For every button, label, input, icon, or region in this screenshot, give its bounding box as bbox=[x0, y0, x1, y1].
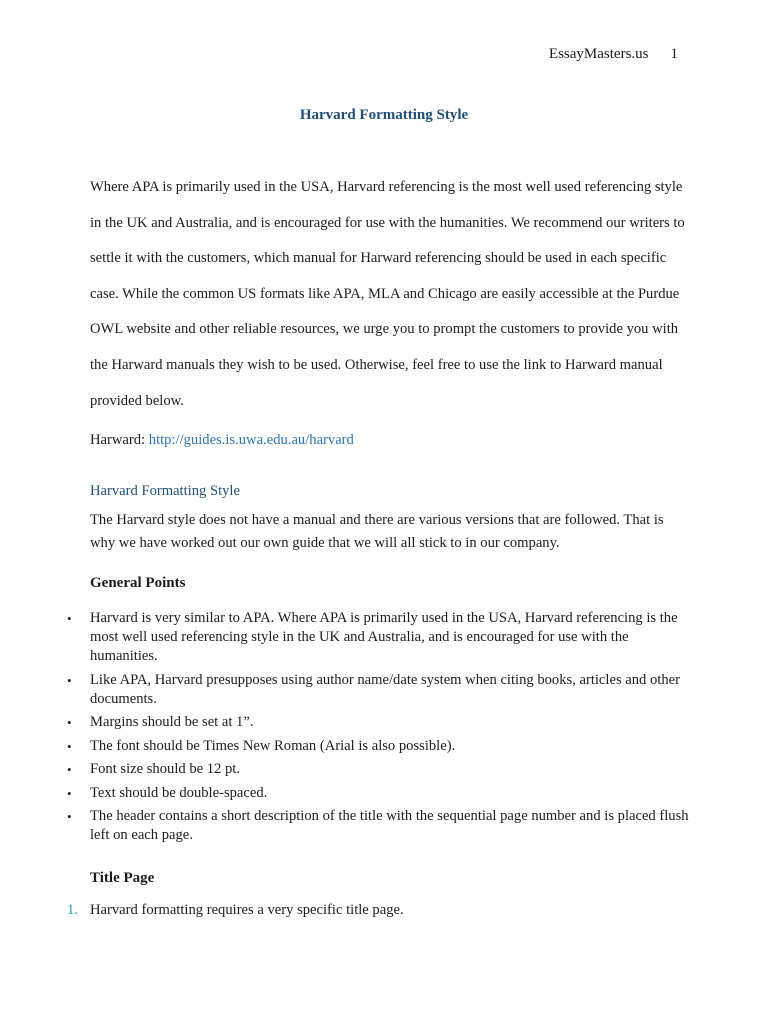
list-item bbox=[67, 807, 690, 845]
bullet-icon: • bbox=[67, 738, 72, 754]
bullet-icon: • bbox=[67, 672, 72, 688]
list-item bbox=[67, 760, 690, 779]
list-item bbox=[67, 671, 690, 709]
general-points-list bbox=[67, 609, 690, 850]
page-header bbox=[549, 46, 678, 63]
list-item-text: Margins should be set at 1”. bbox=[90, 714, 254, 730]
bullet-icon: • bbox=[67, 715, 72, 730]
intro-paragraph: Where APA is primarily used in the USA, Harvard referencing is the most well used referencing style in the UK and Australia, and is encouraged for use with the humanities. We recommend our writers to settle it with the customers, which manual for Harward referencing should be used in each specific case. While the common US formats like APA, MLA and Chicago are easily accessible at the Purdue OWL website and other reliable resources, we urge you to prompt the customers to provide you with the Harward manuals they wish to be used. Otherwise, feel free to use the link to Harward manual provided below. bbox=[90, 179, 685, 409]
list-item bbox=[67, 609, 690, 666]
bullet-icon: • bbox=[67, 611, 72, 626]
section-paragraph: The Harvard style does not have a manual and there are various versions that are followed. That is why we have worked out our own guide that we will all stick to in our company. bbox=[90, 512, 664, 551]
bullet-icon: • bbox=[67, 785, 72, 801]
document-title: Harvard Formatting Style bbox=[299, 107, 469, 123]
list-item bbox=[67, 713, 690, 732]
header-page-number: 1 bbox=[670, 46, 678, 62]
list-item-text: Text should be double-spaced. bbox=[90, 784, 268, 801]
header-site-name: EssayMasters.us bbox=[548, 46, 649, 62]
harvard-guide-link[interactable]: http://guides.is.uwa.edu.au/harvard bbox=[148, 432, 354, 448]
section-heading-formatting-style: Harvard Formatting Style bbox=[90, 483, 240, 499]
list-number: 1. bbox=[67, 902, 78, 918]
list-item bbox=[67, 784, 690, 803]
numbered-list-item bbox=[67, 902, 404, 919]
title-page-heading: Title Page bbox=[90, 870, 155, 886]
bullet-icon: • bbox=[67, 762, 72, 777]
list-item-text: Like APA, Harvard presupposes using author name/date system when citing books, articles and other documents. bbox=[90, 671, 680, 707]
list-item-text: Harvard is very similar to APA. Where APA is primarily used in the USA, Harvard referencing is the most well used referencing style in the UK and Australia, and is encouraged for use with the humanities. bbox=[90, 610, 678, 664]
list-item-text: The font should be Times New Roman (Arial is also possible). bbox=[90, 737, 456, 754]
bullet-icon: • bbox=[67, 809, 72, 824]
harvard-link-label: Harward: bbox=[90, 432, 149, 448]
list-item bbox=[67, 737, 690, 756]
harvard-link-line bbox=[90, 432, 354, 449]
list-item-text: The header contains a short description of the title with the sequential page number and is placed flush left on each page. bbox=[90, 808, 689, 843]
list-item-text: Font size should be 12 pt. bbox=[90, 761, 240, 777]
general-points-heading: General Points bbox=[90, 575, 186, 591]
numbered-item-text: Harvard formatting requires a very specific title page. bbox=[90, 902, 404, 918]
